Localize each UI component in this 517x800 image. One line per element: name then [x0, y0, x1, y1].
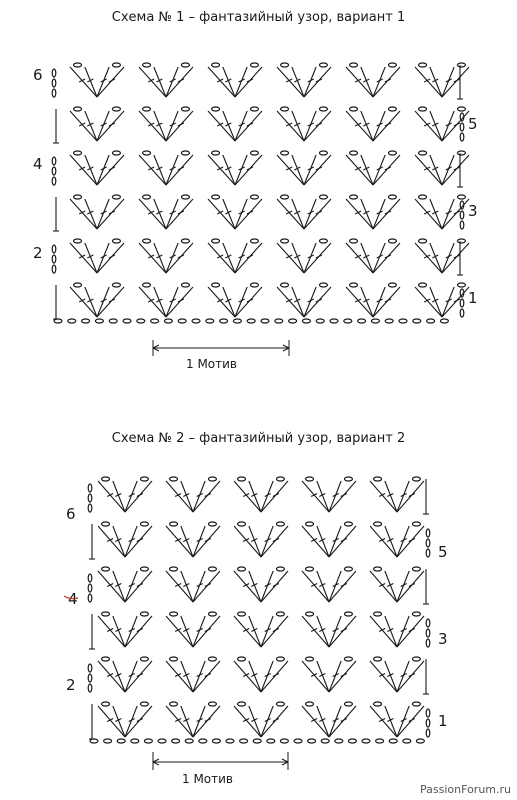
- chain-stitch: [306, 612, 314, 616]
- double-crochet: [370, 616, 397, 647]
- scheme-1-row-1: 1: [468, 289, 478, 307]
- chain-stitch: [88, 484, 92, 492]
- double-crochet: [125, 616, 137, 647]
- chain-stitch: [185, 739, 193, 743]
- double-crochet: [193, 706, 205, 737]
- chain-stitch: [238, 702, 246, 706]
- chain-stitch: [426, 539, 430, 547]
- chain-stitch: [140, 522, 148, 526]
- double-crochet: [317, 481, 329, 512]
- double-crochet: [193, 661, 205, 692]
- scheme-1-motif-label: 1 Мотив: [186, 357, 238, 371]
- chain-stitch: [294, 739, 302, 743]
- chain-stitch: [335, 739, 343, 743]
- double-crochet: [125, 481, 137, 512]
- chain-stitch: [158, 739, 166, 743]
- chain-stitch: [426, 639, 430, 647]
- double-crochet: [261, 481, 273, 512]
- chain-stitch: [88, 504, 92, 512]
- double-crochet: [249, 526, 261, 557]
- chain-stitch: [88, 684, 92, 692]
- chain-stitch: [238, 477, 246, 481]
- chain-stitch: [88, 584, 92, 592]
- chain-stitch: [374, 612, 382, 616]
- chain-stitch: [212, 739, 220, 743]
- scheme-2-row-4: 4: [68, 590, 78, 608]
- chain-stitch: [416, 739, 424, 743]
- double-crochet: [261, 616, 273, 647]
- chain-stitch: [344, 477, 352, 481]
- double-crochet: [329, 661, 341, 692]
- double-crochet: [98, 481, 125, 512]
- chain-stitch: [88, 494, 92, 502]
- chain-stitch: [208, 477, 216, 481]
- row-4-marker: [64, 596, 78, 599]
- chain-stitch: [426, 729, 430, 737]
- pattern-row: [89, 612, 430, 649]
- double-crochet: [166, 526, 193, 557]
- double-crochet: [385, 481, 397, 512]
- double-crochet: [113, 481, 125, 512]
- chain-stitch: [426, 719, 430, 727]
- chain-stitch: [140, 612, 148, 616]
- double-crochet: [166, 481, 193, 512]
- double-crochet: [397, 616, 409, 647]
- double-crochet: [234, 706, 261, 737]
- chain-stitch: [344, 522, 352, 526]
- chain-stitch: [412, 567, 420, 571]
- chain-stitch: [131, 739, 139, 743]
- chain-stitch: [280, 739, 288, 743]
- double-crochet: [98, 571, 125, 602]
- scheme-2-motif-marker: [153, 752, 288, 770]
- pattern-row: [89, 522, 430, 559]
- chain-stitch: [140, 702, 148, 706]
- scheme-1-row-4: 4: [33, 155, 43, 173]
- chain-stitch: [374, 657, 382, 661]
- scheme-2-row-5: 5: [438, 543, 448, 561]
- double-crochet: [302, 526, 329, 557]
- chain-stitch: [344, 567, 352, 571]
- double-crochet: [234, 571, 261, 602]
- double-crochet: [249, 661, 261, 692]
- chain-stitch: [170, 477, 178, 481]
- chain-stitch: [412, 477, 420, 481]
- pattern-row: [88, 657, 429, 694]
- chain-stitch: [102, 612, 110, 616]
- chain-stitch: [102, 477, 110, 481]
- chain-stitch: [374, 522, 382, 526]
- double-crochet: [397, 661, 409, 692]
- double-crochet: [385, 661, 397, 692]
- chain-stitch: [170, 702, 178, 706]
- chain-stitch: [306, 567, 314, 571]
- double-crochet: [125, 526, 137, 557]
- chain-stitch: [208, 702, 216, 706]
- double-crochet: [181, 661, 193, 692]
- chain-stitch: [306, 657, 314, 661]
- scheme-2-row-6: 6: [66, 505, 76, 523]
- double-crochet: [181, 616, 193, 647]
- double-crochet: [329, 481, 341, 512]
- chain-stitch: [348, 739, 356, 743]
- chain-stitch: [104, 739, 112, 743]
- double-crochet: [249, 571, 261, 602]
- chain-stitch: [170, 657, 178, 661]
- double-crochet: [261, 706, 273, 737]
- double-crochet: [166, 661, 193, 692]
- double-crochet: [249, 616, 261, 647]
- chain-stitch: [276, 567, 284, 571]
- double-crochet: [302, 481, 329, 512]
- double-crochet: [193, 616, 205, 647]
- chain-stitch: [88, 574, 92, 582]
- chain-stitch: [276, 477, 284, 481]
- chain-stitch: [376, 739, 384, 743]
- double-crochet: [370, 571, 397, 602]
- chain-stitch: [426, 549, 430, 557]
- double-crochet: [166, 616, 193, 647]
- chain-stitch: [140, 657, 148, 661]
- chain-stitch: [276, 522, 284, 526]
- double-crochet: [370, 661, 397, 692]
- double-crochet: [370, 481, 397, 512]
- scheme-2-title: Схема № 2 – фантазийный узор, вариант 2: [111, 431, 406, 446]
- chain-stitch: [374, 702, 382, 706]
- double-crochet: [397, 481, 409, 512]
- double-crochet: [329, 526, 341, 557]
- double-crochet: [249, 706, 261, 737]
- scheme-2-row-3: 3: [438, 630, 448, 648]
- chain-stitch: [412, 522, 420, 526]
- chain-stitch: [389, 739, 397, 743]
- chain-stitch: [412, 702, 420, 706]
- chain-stitch: [276, 702, 284, 706]
- chain-stitch: [238, 567, 246, 571]
- chain-stitch: [208, 657, 216, 661]
- double-crochet: [261, 571, 273, 602]
- chain-stitch: [117, 739, 125, 743]
- scheme-2-row-2: 2: [66, 676, 76, 694]
- chain-stitch: [426, 629, 430, 637]
- double-crochet: [234, 661, 261, 692]
- double-crochet: [317, 526, 329, 557]
- double-crochet: [234, 526, 261, 557]
- pattern-row: [88, 567, 429, 604]
- chain-stitch: [412, 657, 420, 661]
- chain-stitch: [208, 612, 216, 616]
- chain-stitch: [306, 702, 314, 706]
- chain-stitch: [240, 739, 248, 743]
- double-crochet: [385, 616, 397, 647]
- chain-stitch: [102, 567, 110, 571]
- double-crochet: [317, 616, 329, 647]
- double-crochet: [385, 526, 397, 557]
- watermark: PassionForum.ru: [420, 783, 511, 796]
- scheme-1-title: Схема № 1 – фантазийный узор, вариант 1: [111, 10, 406, 25]
- chain-stitch: [276, 657, 284, 661]
- double-crochet: [125, 661, 137, 692]
- chain-stitch: [308, 739, 316, 743]
- double-crochet: [234, 481, 261, 512]
- double-crochet: [113, 616, 125, 647]
- double-crochet: [113, 571, 125, 602]
- chain-stitch: [306, 477, 314, 481]
- chain-stitch: [238, 522, 246, 526]
- double-crochet: [329, 706, 341, 737]
- chain-stitch: [267, 739, 275, 743]
- double-crochet: [302, 706, 329, 737]
- chain-stitch: [374, 567, 382, 571]
- double-crochet: [181, 526, 193, 557]
- scheme-2-motif-label: 1 Мотив: [182, 772, 234, 786]
- double-crochet: [181, 481, 193, 512]
- double-crochet: [193, 526, 205, 557]
- double-crochet: [370, 706, 397, 737]
- chain-stitch: [170, 612, 178, 616]
- chain-stitch: [144, 739, 152, 743]
- chain-stitch: [426, 619, 430, 627]
- chain-stitch: [140, 477, 148, 481]
- chain-stitch: [426, 529, 430, 537]
- double-crochet: [193, 481, 205, 512]
- chain-stitch: [344, 612, 352, 616]
- chain-stitch: [170, 522, 178, 526]
- double-crochet: [125, 571, 137, 602]
- double-crochet: [249, 481, 261, 512]
- chain-stitch: [374, 477, 382, 481]
- scheme-1-row-5: 5: [468, 115, 478, 133]
- chain-stitch: [344, 657, 352, 661]
- double-crochet: [370, 526, 397, 557]
- chain-stitch: [238, 657, 246, 661]
- double-crochet: [98, 616, 125, 647]
- chain-stitch: [321, 739, 329, 743]
- double-crochet: [397, 706, 409, 737]
- chain-stitch: [172, 739, 180, 743]
- chain-stitch: [403, 739, 411, 743]
- double-crochet: [113, 661, 125, 692]
- double-crochet: [397, 526, 409, 557]
- double-crochet: [113, 526, 125, 557]
- chain-stitch: [88, 594, 92, 602]
- double-crochet: [385, 706, 397, 737]
- scheme-1-row-2: 2: [33, 244, 43, 262]
- pattern-row: [89, 702, 430, 739]
- chain-stitch: [238, 612, 246, 616]
- double-crochet: [302, 571, 329, 602]
- chain-stitch: [208, 567, 216, 571]
- double-crochet: [385, 571, 397, 602]
- double-crochet: [193, 571, 205, 602]
- double-crochet: [125, 706, 137, 737]
- scheme-1-row-3: 3: [468, 202, 478, 220]
- double-crochet: [98, 661, 125, 692]
- double-crochet: [181, 571, 193, 602]
- scheme-2-rows: [88, 477, 430, 743]
- chain-stitch: [208, 522, 216, 526]
- chain-stitch: [102, 702, 110, 706]
- chain-stitch: [306, 522, 314, 526]
- chain-stitch: [170, 567, 178, 571]
- chain-stitch: [276, 612, 284, 616]
- double-crochet: [234, 616, 261, 647]
- double-crochet: [113, 706, 125, 737]
- chain-stitch: [362, 739, 370, 743]
- double-crochet: [329, 571, 341, 602]
- chain-stitch: [102, 522, 110, 526]
- pattern-row: [88, 477, 429, 514]
- chain-stitch: [199, 739, 207, 743]
- double-crochet: [98, 526, 125, 557]
- chain-stitch: [426, 709, 430, 717]
- double-crochet: [329, 616, 341, 647]
- double-crochet: [98, 706, 125, 737]
- double-crochet: [397, 571, 409, 602]
- double-crochet: [317, 571, 329, 602]
- chain-stitch: [226, 739, 234, 743]
- double-crochet: [261, 526, 273, 557]
- scheme-1-row-6: 6: [33, 66, 43, 84]
- chain-stitch: [140, 567, 148, 571]
- double-crochet: [317, 706, 329, 737]
- scheme-2-row-1: 1: [438, 712, 448, 730]
- double-crochet: [302, 616, 329, 647]
- chain-stitch: [412, 612, 420, 616]
- double-crochet: [166, 706, 193, 737]
- chain-stitch: [90, 739, 98, 743]
- double-crochet: [166, 571, 193, 602]
- chain-stitch: [102, 657, 110, 661]
- chain-stitch: [344, 702, 352, 706]
- double-crochet: [181, 706, 193, 737]
- chain-stitch: [88, 664, 92, 672]
- double-crochet: [302, 661, 329, 692]
- chain-stitch: [253, 739, 261, 743]
- double-crochet: [261, 661, 273, 692]
- chain-stitch: [88, 674, 92, 682]
- double-crochet: [317, 661, 329, 692]
